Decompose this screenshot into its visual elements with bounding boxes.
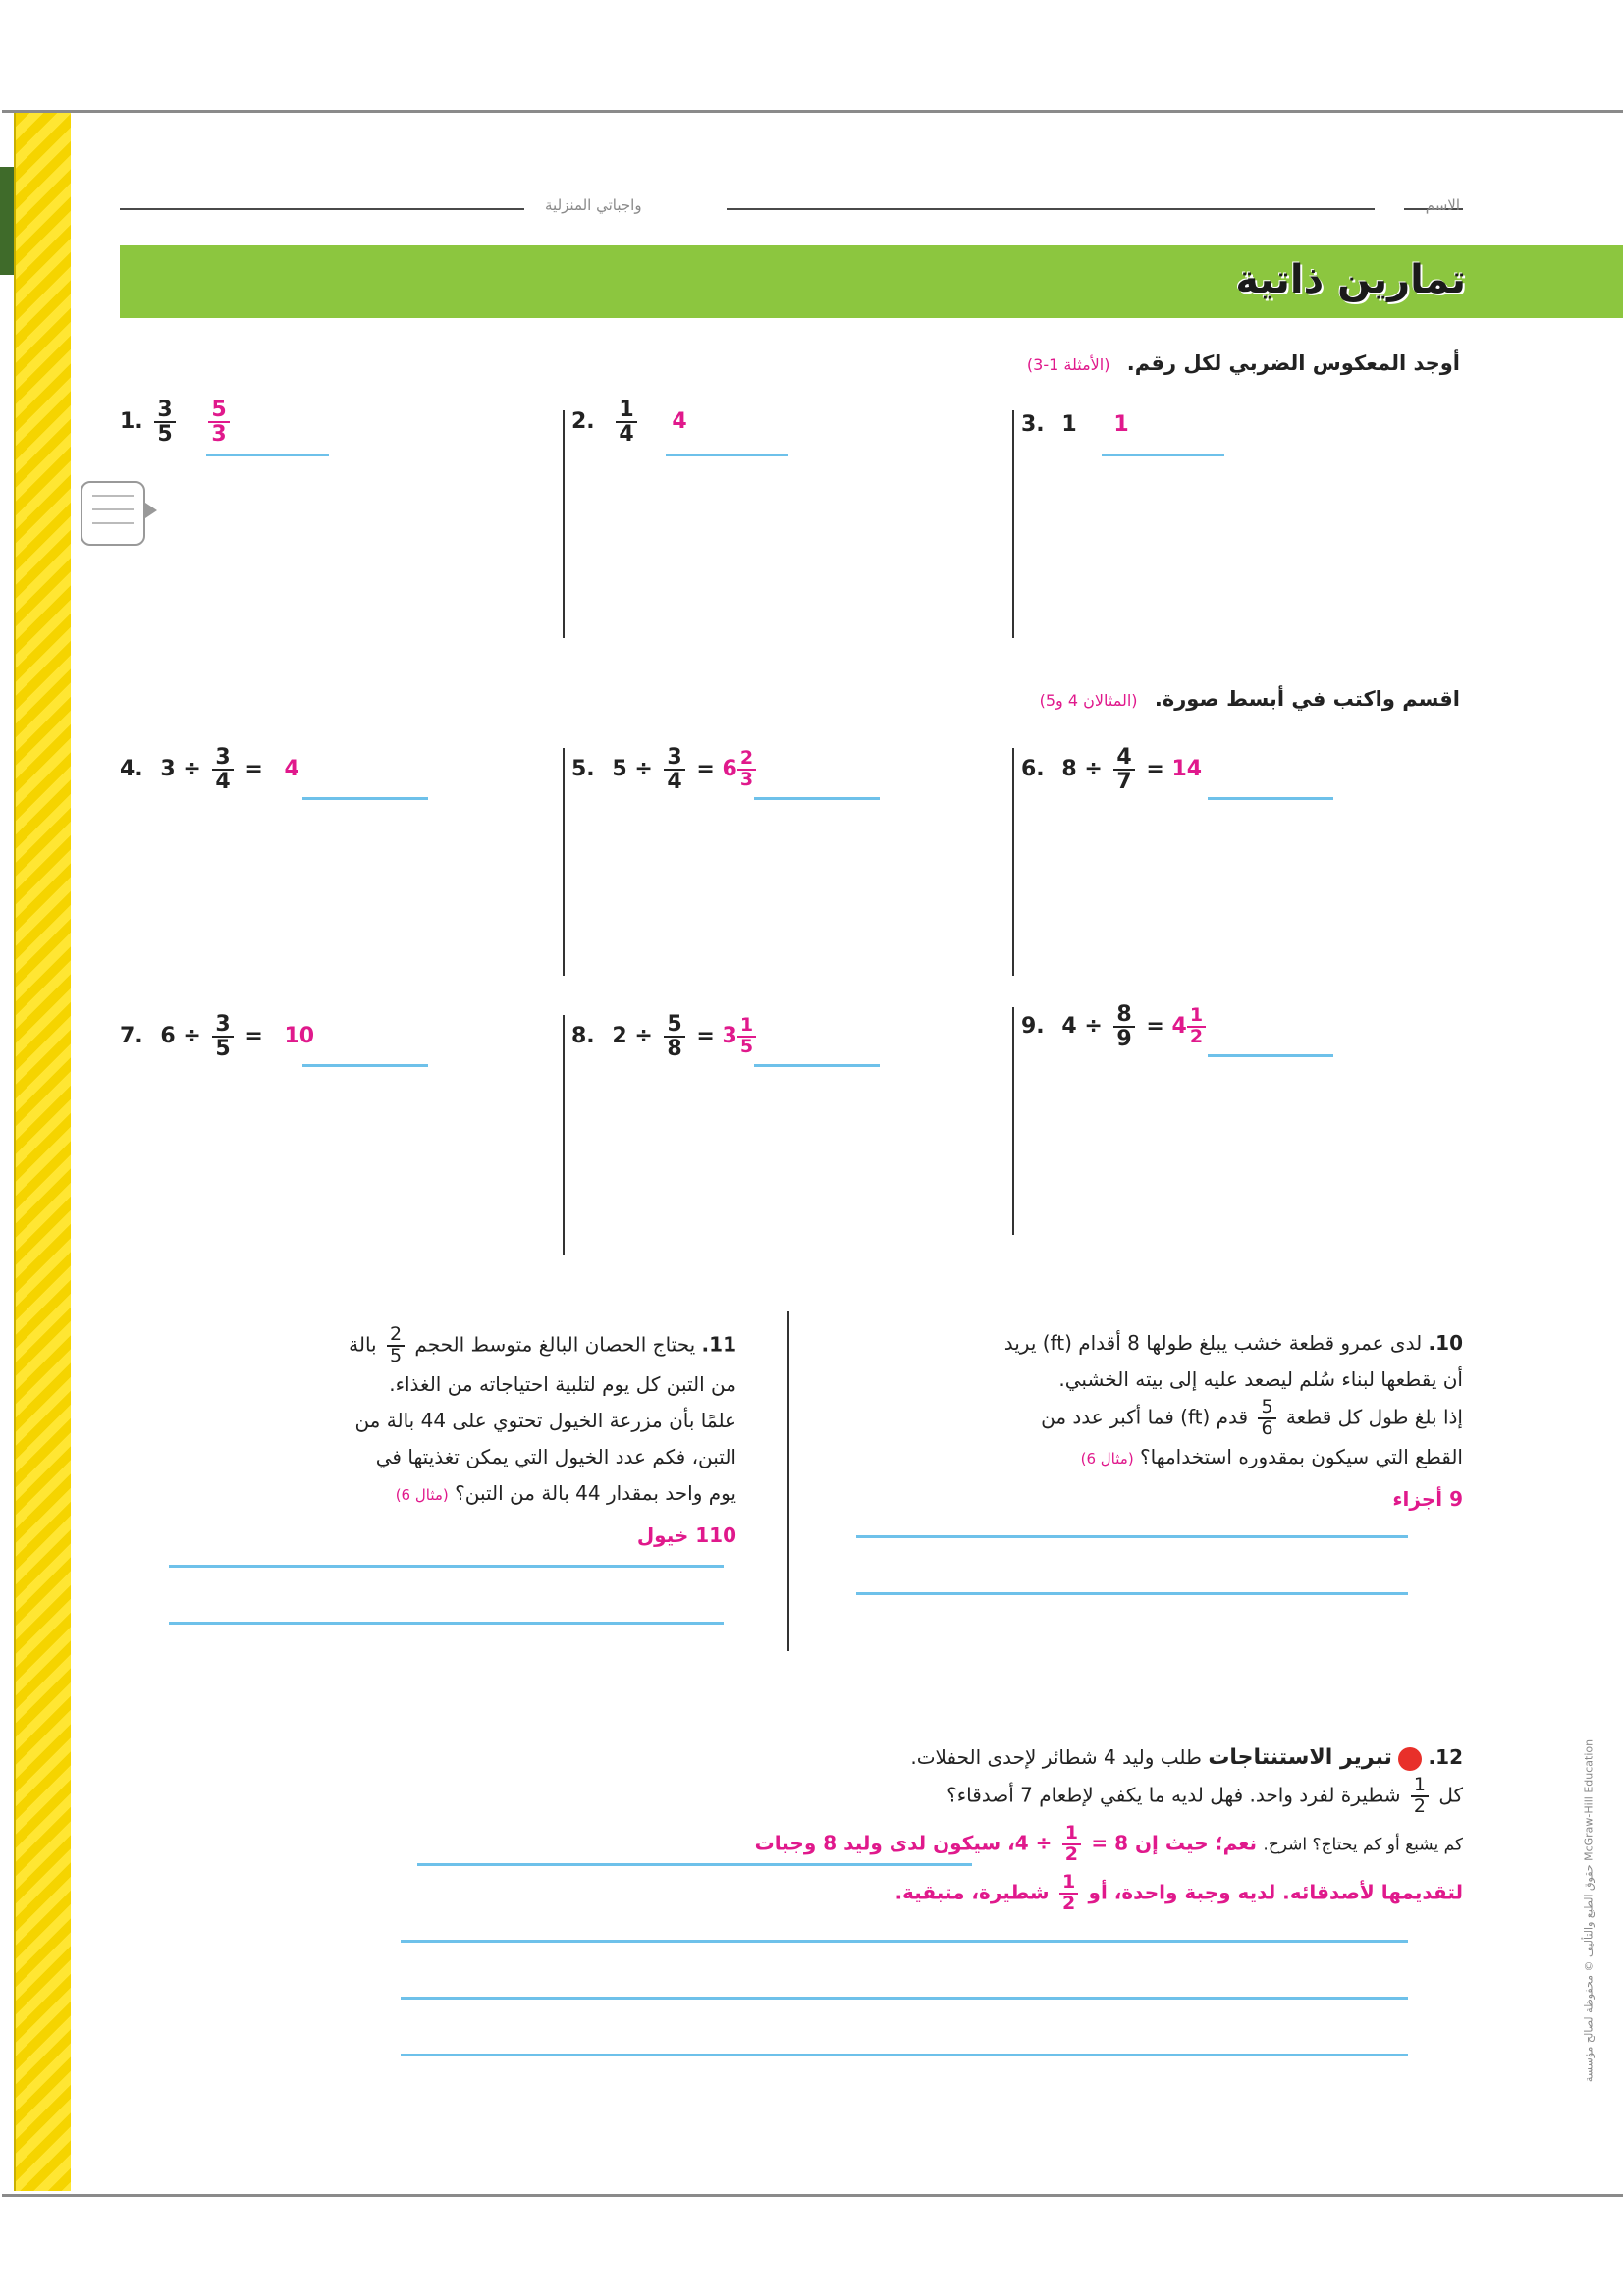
problem-1 xyxy=(120,399,234,446)
answer-line-12b[interactable] xyxy=(401,1940,1408,1943)
homework-label: واجباتي المنزلية xyxy=(545,196,642,214)
column-divider xyxy=(1012,410,1014,638)
problem-text: يوم واحد بمقدار 44 بالة من التبن؟ xyxy=(455,1480,736,1505)
answer-value: 1 xyxy=(1113,412,1129,437)
section1-ref: (الأمثلة 1-3) xyxy=(1026,355,1110,374)
answer-whole: 6 xyxy=(722,757,737,782)
frac-numerator: 3 xyxy=(212,746,233,771)
homework-line xyxy=(120,208,524,210)
column-divider xyxy=(1012,748,1014,976)
frac-denominator: 2 xyxy=(1413,1794,1426,1817)
answer-line-12c[interactable] xyxy=(401,1997,1408,2000)
hots-icon xyxy=(1398,1747,1422,1771)
problem-text: يحتاج الحصان البالغ متوسط الحجم xyxy=(414,1332,696,1357)
answer-value: 9 أجزاء xyxy=(1392,1486,1463,1511)
problem-text: علمًا بأن مزرعة الخيول تحتوي على 44 بالة من xyxy=(354,1408,736,1432)
answer-line-10a[interactable] xyxy=(856,1535,1408,1538)
frac-numerator: 1 xyxy=(1411,1776,1429,1797)
answer-value: 4 xyxy=(284,757,299,782)
frac-denominator: 9 xyxy=(1116,1027,1132,1052)
column-divider xyxy=(563,748,565,976)
answer-numerator: 2 xyxy=(737,749,756,771)
frac-denominator: 5 xyxy=(389,1344,403,1366)
problem-text: كل xyxy=(1438,1783,1463,1807)
problem-number: 2. xyxy=(571,409,595,435)
problem-6: 6. 8 ÷ $\frac{4}{7}$ = 14 xyxy=(1021,745,1203,795)
answer-value: 110 خيول xyxy=(636,1522,736,1547)
frac-numerator: 2 xyxy=(387,1325,405,1347)
answer-line-7[interactable] xyxy=(302,1064,428,1067)
problem-9: 9. 4 ÷ $\frac{8}{9}$ = 4 $\frac{1}{2}$ xyxy=(1021,1003,1210,1050)
problem-text: القطع التي سيكون بمقدوره استخدامها؟ xyxy=(1140,1444,1463,1468)
answer-line-11b[interactable] xyxy=(169,1622,724,1625)
answer-line-12d[interactable] xyxy=(401,2054,1408,2056)
dividend: 8 xyxy=(1061,757,1077,782)
problem-12 xyxy=(727,1739,1463,1817)
problem-number: 4. xyxy=(120,757,143,782)
frac-denominator: 4 xyxy=(619,422,634,448)
problem-text: قدم (ft) فما أكبر عدد من xyxy=(1041,1405,1249,1429)
problem-2 xyxy=(571,399,687,446)
frac-denominator: 4 xyxy=(215,770,231,795)
problem-number: 8. xyxy=(571,1024,595,1049)
answer-line-4[interactable] xyxy=(302,797,428,800)
section2-instruction-text: اقسم واكتب في أبسط صورة. xyxy=(1154,687,1460,711)
answer-denominator: 3 xyxy=(211,422,227,448)
problem-number: 11. xyxy=(701,1332,736,1357)
problem-12-answer xyxy=(373,1824,1463,1914)
section2-ref: (المثالان 4 و5) xyxy=(1039,691,1138,710)
problem-7: 7. 6 ÷ $\frac{3}{5}$ = 10 xyxy=(120,1012,315,1062)
answer-text: نعم؛ حيث إن 8 = xyxy=(1091,1831,1258,1855)
frac-numerator: 3 xyxy=(154,399,175,423)
notebook-icon xyxy=(81,481,145,546)
frac-numerator: 8 xyxy=(1113,1003,1134,1028)
answer-numerator: 5 xyxy=(208,399,229,423)
frac-numerator: 3 xyxy=(212,1013,233,1038)
copyright-text: حقوق الطبع والتأليف © محفوظة لصالح مؤسسة McGraw-Hill Education xyxy=(1582,1738,1596,2083)
problem-text: لدى عمرو قطعة خشب يبلغ طولها 8 أقدام (ft) يريد xyxy=(1003,1331,1423,1355)
answer-denominator: 5 xyxy=(739,1036,754,1058)
answer-value: 10 xyxy=(284,1024,315,1049)
problem-number: 3. xyxy=(1021,412,1045,437)
frac-denominator: 4 xyxy=(667,770,682,795)
problem-11 xyxy=(157,1325,736,1554)
page-title: تمارين ذاتية xyxy=(1235,257,1466,302)
answer-line-6[interactable] xyxy=(1208,797,1333,800)
section2-instruction xyxy=(1040,687,1460,711)
answer-line-1[interactable] xyxy=(206,454,329,456)
answer-numerator: 1 xyxy=(1059,1873,1078,1895)
answer-whole: 4 xyxy=(1171,1014,1187,1040)
problem-text: شطيرة لفرد واحد. فهل لديه ما يكفي لإطعام 7 أصدقاء؟ xyxy=(947,1783,1401,1807)
dividend: 4 xyxy=(1061,1014,1077,1040)
answer-numerator: 1 xyxy=(737,1016,756,1038)
problem-text: أن يقطعها لبناء سُلم ليصعد عليه إلى بيته الخشبي. xyxy=(1058,1367,1463,1391)
answer-text: ÷ 4، سيكون لدى وليد 8 وجبات xyxy=(754,1831,1053,1855)
problem-4: 4. 3 ÷ $\frac{3}{4}$ = 4 xyxy=(120,745,299,795)
column-divider xyxy=(563,1015,565,1255)
answer-denominator: 2 xyxy=(1189,1026,1204,1048)
problem-number: 9. xyxy=(1021,1014,1045,1040)
section1-instruction-text: أوجد المعكوس الضربي لكل رقم. xyxy=(1126,351,1460,375)
answer-line-5[interactable] xyxy=(754,797,880,800)
frac-denominator: 5 xyxy=(215,1037,231,1062)
problem-text: التبن، فكم عدد الخيول التي يمكن تغذيتها في xyxy=(375,1444,736,1468)
answer-numerator: 1 xyxy=(1062,1824,1081,1845)
column-divider xyxy=(1012,1007,1014,1235)
answer-text: شطيرة، متبقية. xyxy=(894,1880,1050,1904)
problem-number: 12. xyxy=(1428,1745,1463,1769)
answer-line-12a[interactable] xyxy=(417,1863,972,1866)
yellow-margin-strip xyxy=(14,113,71,2191)
frac-denominator: 7 xyxy=(1116,770,1132,795)
frac-numerator: 5 xyxy=(664,1013,684,1038)
column-divider xyxy=(787,1311,789,1651)
answer-whole: 3 xyxy=(722,1024,737,1049)
answer-text: لتقديمها لأصدقائه. لديه وجبة واحدة، أو xyxy=(1088,1880,1463,1904)
problem-5: 5. 5 ÷ $\frac{3}{4}$ = 6 $\frac{2}{3}$ xyxy=(571,746,760,793)
dividend: 3 xyxy=(160,757,176,782)
problem-title: تبرير الاستنتاجات xyxy=(1208,1745,1392,1770)
problem-text: بالة xyxy=(349,1332,377,1357)
problem-number: 6. xyxy=(1021,757,1045,782)
problem-number: 1. xyxy=(120,409,143,435)
section1-instruction xyxy=(1027,351,1460,375)
frac-numerator: 3 xyxy=(664,746,684,771)
dividend: 2 xyxy=(612,1024,627,1049)
answer-line-10b[interactable] xyxy=(856,1592,1408,1595)
frac-numerator: 4 xyxy=(1113,746,1134,771)
frac-denominator: 8 xyxy=(667,1037,682,1062)
frac-denominator: 6 xyxy=(1261,1416,1273,1439)
problem-number: 5. xyxy=(571,757,595,782)
problem-8: 8. 2 ÷ $\frac{5}{8}$ = 3 $\frac{1}{5}$ xyxy=(571,1013,760,1060)
problem-number: 7. xyxy=(120,1024,143,1049)
problem-ref: (مثال 6) xyxy=(1080,1449,1134,1468)
answer-value: 14 xyxy=(1171,757,1203,782)
problem-10 xyxy=(835,1325,1463,1518)
name-line xyxy=(727,208,1375,210)
frac-numerator: 5 xyxy=(1258,1398,1275,1419)
answer-line-11a[interactable] xyxy=(169,1565,724,1568)
dividend: 5 xyxy=(612,757,627,782)
answer-line-9[interactable] xyxy=(1208,1054,1333,1057)
chapter-tab xyxy=(0,167,14,275)
dividend: 6 xyxy=(160,1024,176,1049)
answer-line-2[interactable] xyxy=(666,454,788,456)
answer-denominator: 2 xyxy=(1061,1892,1076,1914)
answer-value: 4 xyxy=(672,409,687,435)
answer-line-8[interactable] xyxy=(754,1064,880,1067)
problem-text: طلب وليد 4 شطائر لإحدى الحفلات. xyxy=(910,1745,1202,1769)
explain-label: كم يشبع أو كم يحتاج؟ اشرح. xyxy=(1263,1835,1463,1855)
problem-value: 1 xyxy=(1061,412,1077,437)
answer-denominator: 3 xyxy=(739,769,754,791)
frac-numerator: 1 xyxy=(616,399,636,423)
answer-denominator: 2 xyxy=(1064,1842,1078,1865)
copyright-note xyxy=(1579,1669,1600,2160)
problem-text: إذا بلغ طول كل قطعة xyxy=(1285,1405,1463,1429)
problem-text: من التبن كل يوم لتلبية احتياجاته من الغذاء. xyxy=(389,1371,736,1396)
problem-ref: (مثال 6) xyxy=(395,1485,449,1504)
problem-number: 10. xyxy=(1428,1331,1463,1355)
name-label: الاسم xyxy=(1425,196,1460,214)
column-divider xyxy=(563,410,565,638)
frac-denominator: 5 xyxy=(157,422,173,448)
problem-3 xyxy=(1021,412,1129,437)
answer-line-3[interactable] xyxy=(1102,454,1224,456)
answer-numerator: 1 xyxy=(1187,1006,1206,1028)
